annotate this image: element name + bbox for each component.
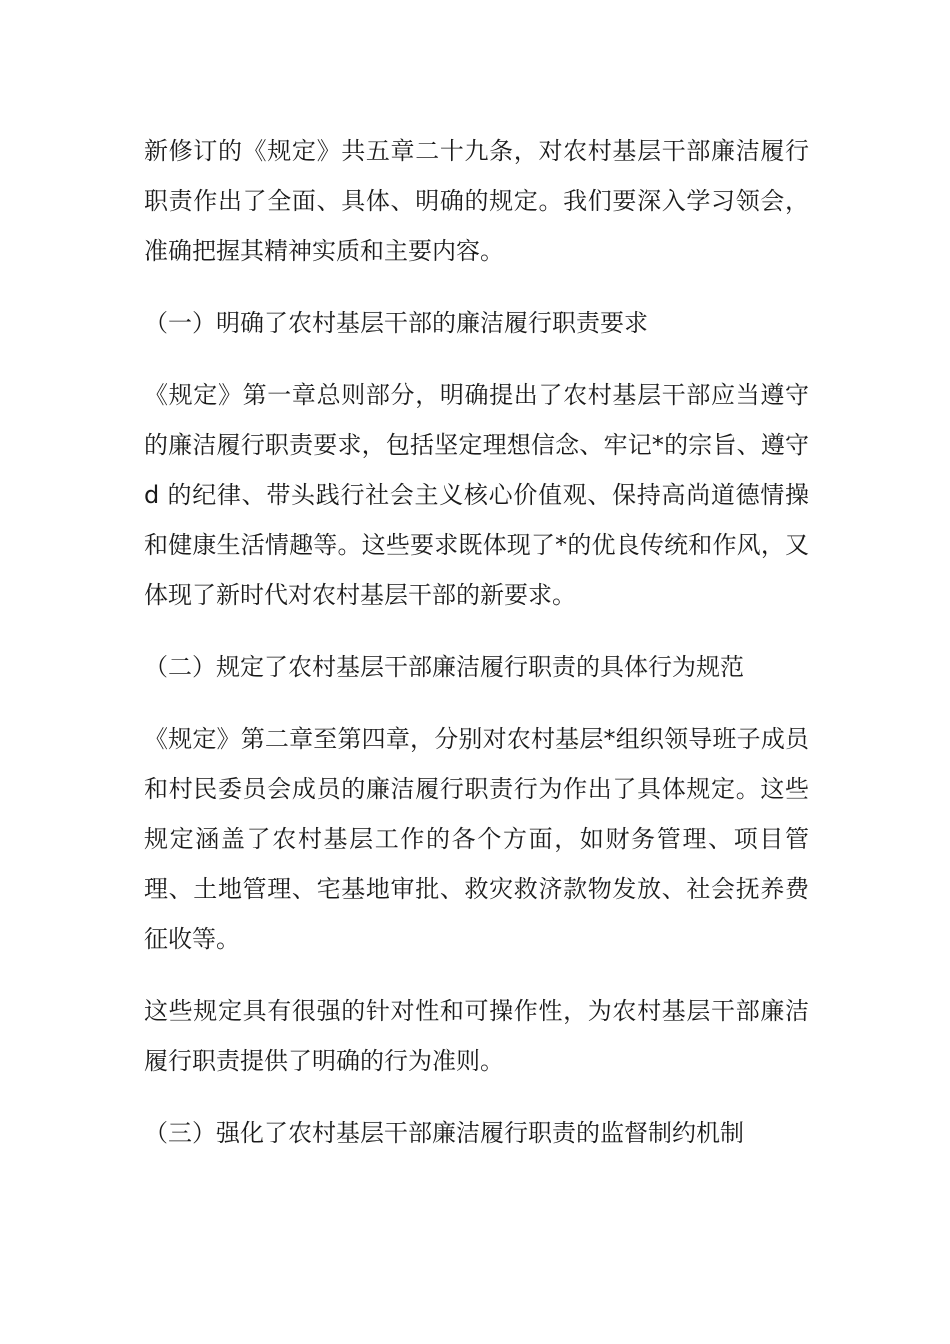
section-heading-3: （三）强化了农村基层干部廉洁履行职责的监督制约机制 xyxy=(144,1119,744,1147)
section-1-paragraph: 《规定》第一章总则部分，明确提出了农村基层干部应当遵守的廉洁履行职责要求，包括坚定理想信念、牢记*的宗旨、遵守 d 的纪律、带头践行社会主义核心价值观、保持高尚道德情操和健康生活情趣等。这些要求既体现了*的优良传统和作风，又体现了新时代对农村基层干部的新要求。 xyxy=(144,381,809,609)
section-heading-1: （一）明确了农村基层干部的廉洁履行职责要求 xyxy=(144,309,648,337)
section-2-paragraph-2: 这些规定具有很强的针对性和可操作性，为农村基层干部廉洁履行职责提供了明确的行为准则。 xyxy=(144,997,809,1075)
document-body xyxy=(144,126,809,1180)
intro-paragraph: 新修订的《规定》共五章二十九条，对农村基层干部廉洁履行职责作出了全面、具体、明确的规定。我们要深入学习领会，准确把握其精神实质和主要内容。 xyxy=(144,137,809,265)
section-2-paragraph-1: 《规定》第二章至第四章，分别对农村基层*组织领导班子成员和村民委员会成员的廉洁履行职责行为作出了具体规定。这些规定涵盖了农村基层工作的各个方面，如财务管理、项目管理、土地管理、宅基地审批、救灾救济款物发放、社会抚养费征收等。 xyxy=(144,725,809,953)
section-heading-2: （二）规定了农村基层干部廉洁履行职责的具体行为规范 xyxy=(144,653,744,681)
